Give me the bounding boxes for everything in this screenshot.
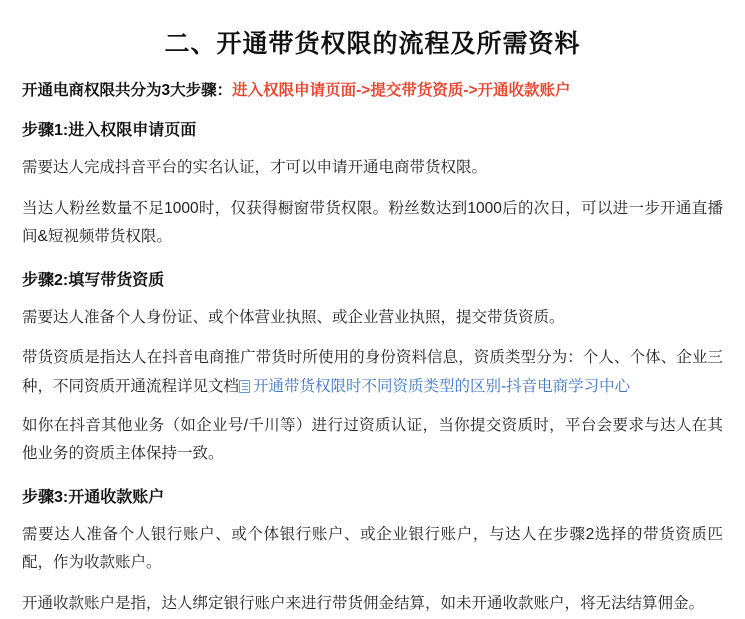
paragraph: 开通收款账户是指，达人绑定银行账户来进行带货佣金结算，如未开通收款账户，将无法结算佣金。: [22, 594, 705, 612]
page-title: 二、开通带货权限的流程及所需资料: [164, 30, 581, 58]
steps-overview-label: 开通电商权限共分为3大步骤：: [22, 81, 233, 99]
steps-overview-flow: 进入权限申请页面->提交带货资质->开通收款账户: [232, 81, 571, 99]
paragraph-with-link: [22, 344, 723, 401]
paragraph: 需要达人完成抖音平台的实名认证，才可以申请开通电商带货权限。: [22, 158, 488, 176]
paragraph: 需要达人准备个人身份证、或个体营业执照、或企业营业执照，提交带货资质。: [22, 308, 565, 326]
qualification-types-link[interactable]: 开通带货权限时不同资质类型的区别-抖音电商学习中心: [253, 377, 631, 395]
section-heading-step1: 步骤1:进入权限申请页面: [22, 122, 197, 140]
paragraph: 当达人粉丝数量不足1000时，仅获得橱窗带货权限。粉丝数达到1000后的次日，可以进一步开通直播间&短视频带货权限。: [22, 199, 723, 246]
document-icon: [239, 380, 250, 393]
steps-overview-line: [22, 77, 723, 105]
section-heading-step2: 步骤2:填写带货资质: [22, 272, 165, 289]
section-heading-step3: 步骤3:开通收款账户: [22, 488, 165, 506]
qualification-description: 带货资质是指达人在抖音电商推广带货时所使用的身份资料信息，资质类型分为：个人、个体、企业三种，不同资质开通流程详见文档: [22, 349, 723, 395]
paragraph: 如你在抖音其他业务（如企业号/千川等）进行过资质认证，当你提交资质时，平台会要求与达人在其他业务的资质主体保持一致。: [22, 416, 723, 463]
paragraph: 需要达人准备个人银行账户、或个体银行账户、或企业银行账户，与达人在步骤2选择的带货资质匹配，作为收款账户。: [22, 525, 723, 572]
